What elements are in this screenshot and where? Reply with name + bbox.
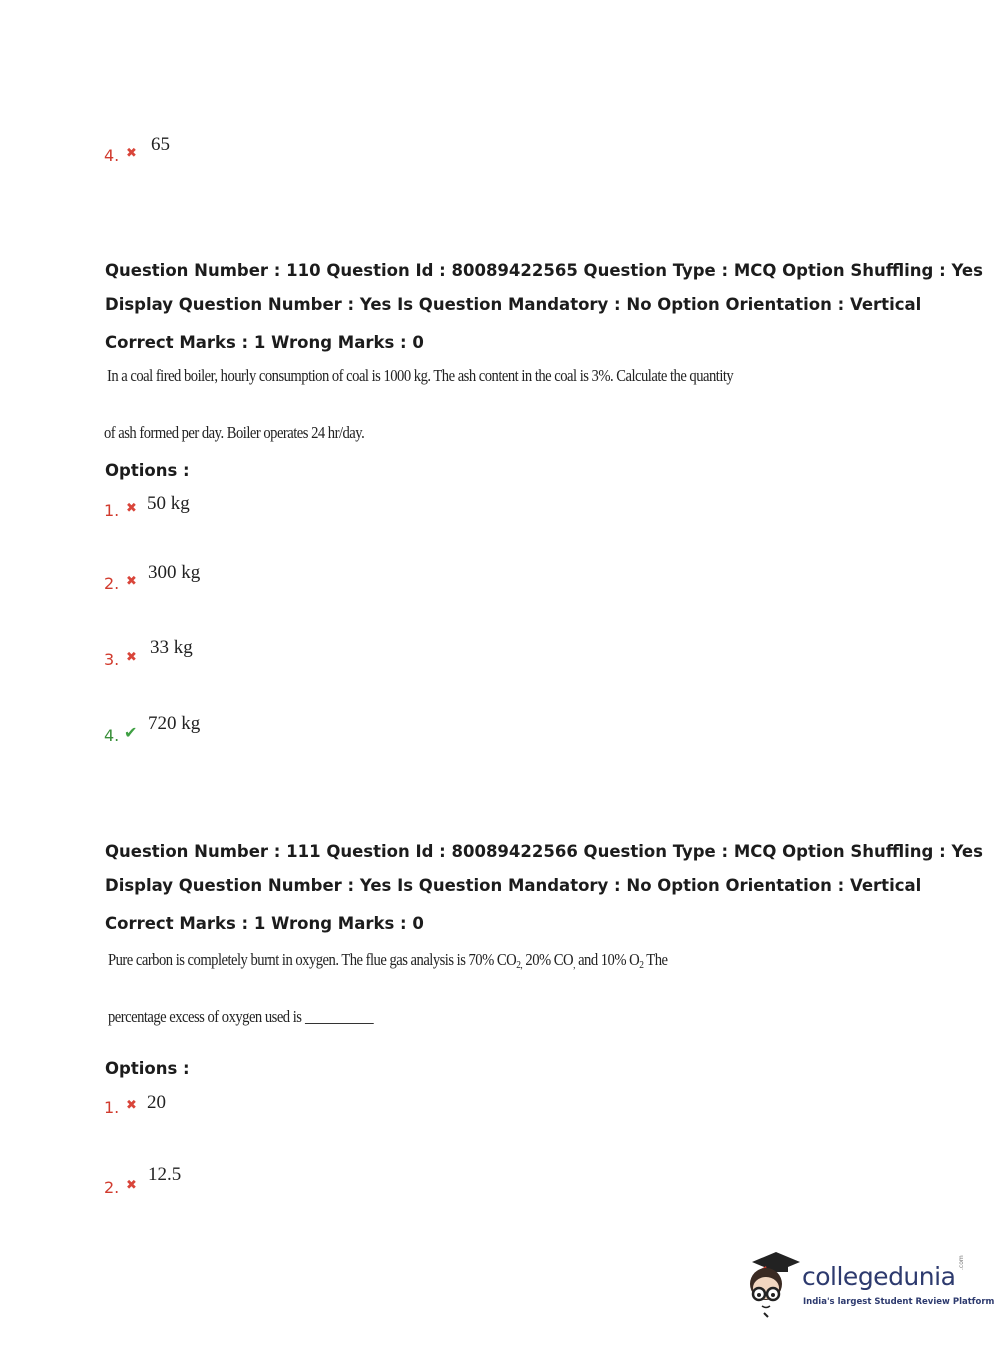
cross-icon: ✖: [126, 501, 137, 516]
option-value: 50 kg: [147, 493, 190, 514]
cross-icon: ✖: [126, 1178, 137, 1193]
question-text: [108, 1007, 374, 1027]
question-meta-line: Question Number : 111 Question Id : 80089422566 Question Type : MCQ Option Shuffling : Yes: [105, 842, 983, 861]
option-value: 12.5: [148, 1164, 182, 1185]
answer-blank: [305, 1022, 374, 1024]
question-text: In a coal fired boiler, hourly consumption of coal is 1000 kg. The ash content in the coal is 3%. Calculate the quantity: [107, 366, 734, 385]
option-number: 2.: [104, 574, 120, 593]
options-label: Options :: [105, 1059, 190, 1078]
question-marks: Correct Marks : 1 Wrong Marks : 0: [105, 914, 424, 933]
option-number: 3.: [104, 650, 120, 669]
option-number: 4.: [104, 726, 120, 745]
option-value: 720 kg: [148, 713, 201, 734]
option-value: 20: [147, 1092, 166, 1113]
option-value: 65: [151, 134, 170, 155]
option-value: 300 kg: [148, 562, 201, 583]
logo-wordmark: collegedunia: [802, 1262, 956, 1291]
question-text-part: Pure carbon is completely burnt in oxygen. The flue gas analysis is 70% CO: [108, 950, 517, 969]
question-text-part: and 10% O: [574, 950, 640, 969]
cross-icon: ✖: [126, 574, 137, 589]
cross-icon: ✖: [126, 1098, 137, 1113]
option-number: 1.: [104, 501, 120, 520]
question-text-part: percentage excess of oxygen used is: [108, 1007, 302, 1026]
question-meta-line: Display Question Number : Yes Is Question Mandatory : No Option Orientation : Vertical: [105, 876, 922, 895]
question-meta-line: Question Number : 110 Question Id : 80089422565 Question Type : MCQ Option Shuffling : Yes: [105, 261, 983, 280]
question-marks: Correct Marks : 1 Wrong Marks : 0: [105, 333, 424, 352]
check-icon: ✔: [124, 723, 138, 742]
logo-suffix: .com: [958, 1255, 965, 1270]
question-text: of ash formed per day. Boiler operates 24 hr/day.: [104, 423, 365, 442]
option-number: 1.: [104, 1098, 120, 1117]
mascot-icon: [742, 1250, 800, 1320]
cross-icon: ✖: [126, 650, 137, 665]
question-text-part: The: [643, 950, 668, 969]
option-number: 2.: [104, 1178, 120, 1197]
question-meta-line: Display Question Number : Yes Is Question Mandatory : No Option Orientation : Vertical: [105, 295, 922, 314]
collegedunia-logo: [742, 1250, 995, 1320]
question-text: [108, 950, 667, 971]
subscript: 2: [639, 959, 644, 971]
logo-tagline: India's largest Student Review Platform: [803, 1297, 995, 1307]
cross-icon: ✖: [126, 146, 137, 161]
options-label: Options :: [105, 461, 190, 480]
option-value: 33 kg: [150, 637, 193, 658]
subscript: 2,: [516, 959, 523, 971]
question-text-part: 20% CO: [522, 950, 574, 969]
option-number: 4.: [104, 146, 120, 165]
subscript: ,: [573, 959, 575, 971]
